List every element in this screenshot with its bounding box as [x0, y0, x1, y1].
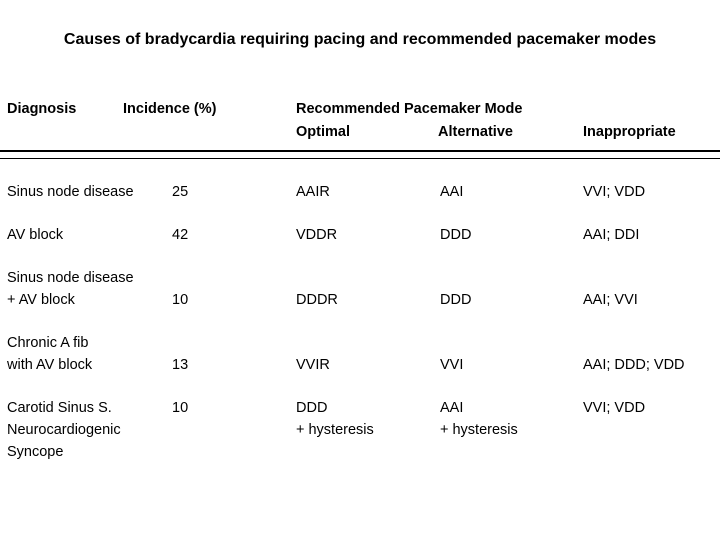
cell-diagnosis [7, 267, 134, 311]
cell-line: AAI; VVI [583, 292, 638, 308]
cell-line: VVI [440, 357, 464, 373]
cell-line: VVIR [296, 357, 330, 373]
cell-line: AAI; DDD; VDD [583, 357, 685, 373]
header-optimal: Optimal [296, 124, 350, 140]
cell-incidence [172, 289, 188, 311]
cell-optimal [296, 181, 330, 203]
header-rule-bottom [0, 158, 720, 159]
header-recommended-mode: Recommended Pacemaker Mode [296, 101, 523, 117]
cell-line: + hysteresis [296, 422, 374, 438]
cell-diagnosis [7, 181, 134, 203]
cell-inappropriate [583, 354, 685, 376]
cell-line: 10 [172, 400, 189, 416]
cell-diagnosis [7, 397, 121, 463]
cell-line: 42 [172, 227, 189, 243]
cell-line: AAI [440, 184, 464, 200]
cell-line: AV block [7, 227, 64, 243]
cell-line: AAI; DDI [583, 227, 640, 243]
header-alternative: Alternative [438, 124, 513, 140]
cell-inappropriate [583, 224, 639, 246]
cell-line: Chronic A fib [7, 335, 89, 351]
cell-incidence [172, 181, 188, 203]
cell-line: AAIR [296, 184, 330, 200]
cell-line: + AV block [7, 292, 75, 308]
cell-optimal [296, 289, 338, 311]
cell-line: VVI; VDD [583, 400, 646, 416]
cell-line: VVI; VDD [583, 184, 646, 200]
cell-line: Sinus node disease [7, 184, 134, 200]
cell-inappropriate [583, 289, 638, 311]
cell-optimal [296, 397, 374, 441]
cell-line: Neurocardiogenic [7, 422, 121, 438]
cell-alternative [440, 354, 463, 376]
cell-line: 10 [172, 292, 189, 308]
cell-incidence [172, 397, 188, 419]
header-inappropriate: Inappropriate [583, 124, 676, 140]
cell-line: 13 [172, 357, 189, 373]
header-incidence: Incidence (%) [123, 101, 217, 117]
cell-incidence [172, 354, 188, 376]
cell-line: DDD [440, 227, 472, 243]
cell-line: 25 [172, 184, 189, 200]
page-title: Causes of bradycardia requiring pacing and recommended pacemaker modes [63, 31, 657, 48]
cell-line: Carotid Sinus S. [7, 400, 112, 416]
cell-line: DDD [296, 400, 328, 416]
cell-line: DDD [440, 292, 472, 308]
cell-diagnosis [7, 224, 63, 246]
cell-line: AAI [440, 400, 464, 416]
cell-line: DDDR [296, 292, 338, 308]
header-diagnosis: Diagnosis [7, 101, 77, 117]
cell-diagnosis [7, 332, 92, 376]
cell-line: + hysteresis [440, 422, 518, 438]
cell-incidence [172, 224, 188, 246]
cell-line: Sinus node disease [7, 270, 134, 286]
cell-line: Syncope [7, 444, 64, 460]
cell-alternative [440, 397, 518, 441]
cell-optimal [296, 224, 337, 246]
cell-alternative [440, 289, 471, 311]
cell-line: with AV block [7, 357, 93, 373]
cell-line: VDDR [296, 227, 338, 243]
cell-inappropriate [583, 181, 645, 203]
header-rule-top [0, 150, 720, 152]
cell-optimal [296, 354, 330, 376]
cell-inappropriate [583, 397, 645, 419]
cell-alternative [440, 181, 463, 203]
cell-alternative [440, 224, 471, 246]
